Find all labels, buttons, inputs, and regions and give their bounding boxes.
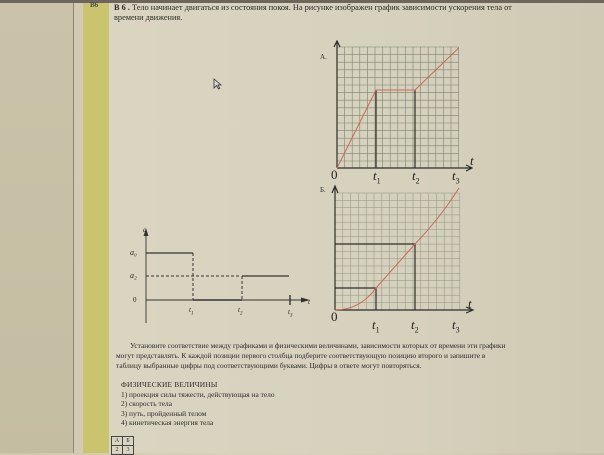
quantity-item: 4) кинетическая энергия тела: [121, 418, 214, 427]
task-label: В 6 .: [114, 3, 130, 12]
graph-a-label: А.: [320, 53, 327, 61]
accel-t2-label: [238, 306, 242, 316]
physical-quantities-list: [121, 380, 275, 428]
t2-letter: t: [238, 306, 240, 314]
quantities-header: ФИЗИЧЕСКИЕ ВЕЛИЧИНЫ: [121, 380, 218, 389]
graph-b-time-axis-label: t: [468, 296, 472, 311]
accel-t1-label: [189, 306, 193, 316]
t1-sub: 1: [375, 325, 380, 335]
t3-letter: t: [452, 168, 456, 183]
t3-sub: 3: [455, 176, 460, 186]
task-prompt: [114, 3, 514, 23]
acceleration-graph: [125, 225, 315, 325]
accel-t3-label: [288, 308, 292, 318]
a2-label: a₂: [130, 271, 137, 280]
task-prompt-text: Тело начинает двигаться из состояния покоя. На рисунке изображен график зависимости ускорения тела от времени движения.: [114, 3, 512, 22]
task-highlight-strip: [83, 3, 109, 453]
answer-header-a: А: [112, 437, 123, 446]
graph-b-label: Б.: [320, 186, 326, 194]
t1-letter: t: [372, 317, 376, 332]
graph-b-t1: [372, 317, 380, 335]
answer-table: [111, 436, 134, 455]
t2-letter: t: [411, 317, 415, 332]
graph-a-time-axis-label: t: [470, 153, 474, 168]
t2-sub: 2: [414, 325, 419, 335]
accel-axis-label: a: [143, 226, 147, 234]
t1-letter: t: [189, 306, 191, 314]
task-number: B6: [90, 1, 99, 9]
t3-sub: 3: [289, 313, 293, 319]
accel-origin-label: 0: [133, 296, 137, 304]
answer-cell-b[interactable]: 3: [123, 446, 134, 455]
answer-header-b: Б: [123, 437, 134, 446]
graph-b: [325, 183, 475, 333]
graph-b-t2: [411, 317, 419, 335]
a0-label: a₀: [130, 248, 137, 257]
t1-sub: 1: [376, 176, 381, 186]
page-left-margin: [0, 3, 74, 453]
t3-letter: t: [452, 317, 456, 332]
t2-sub: 2: [239, 311, 243, 317]
mouse-cursor-icon: [213, 78, 223, 90]
quantity-item: 1) проекция силы тяжести, действующая на тело: [121, 389, 275, 399]
margin-divider: [73, 3, 74, 453]
accel-time-axis-label: t: [308, 298, 310, 306]
quantity-item: 2) скорость тела: [121, 399, 172, 408]
t2-sub: 2: [415, 176, 420, 186]
t1-letter: t: [373, 168, 377, 183]
instructions-text: Установите соответствие между графиками и физическими величинами, зависимости которых от времени эти графики могут представлять. К каждой позиции первого столбца подберите соответствующую позицию второго и запишите в таблицу выбранные цифры под соответствующими буквами. Цифры в ответе могут повторяться.: [116, 341, 506, 370]
t3-letter: t: [288, 308, 290, 316]
graph-b-origin: 0: [331, 309, 338, 324]
t3-sub: 3: [455, 325, 460, 335]
answer-cell-a[interactable]: 2: [112, 446, 123, 455]
graph-a-origin: 0: [331, 167, 338, 182]
graph-b-t3: [452, 317, 460, 335]
t1-sub: 1: [190, 311, 194, 317]
t2-letter: t: [412, 168, 416, 183]
quantity-item: 3) путь, пройденный телом: [121, 408, 207, 418]
